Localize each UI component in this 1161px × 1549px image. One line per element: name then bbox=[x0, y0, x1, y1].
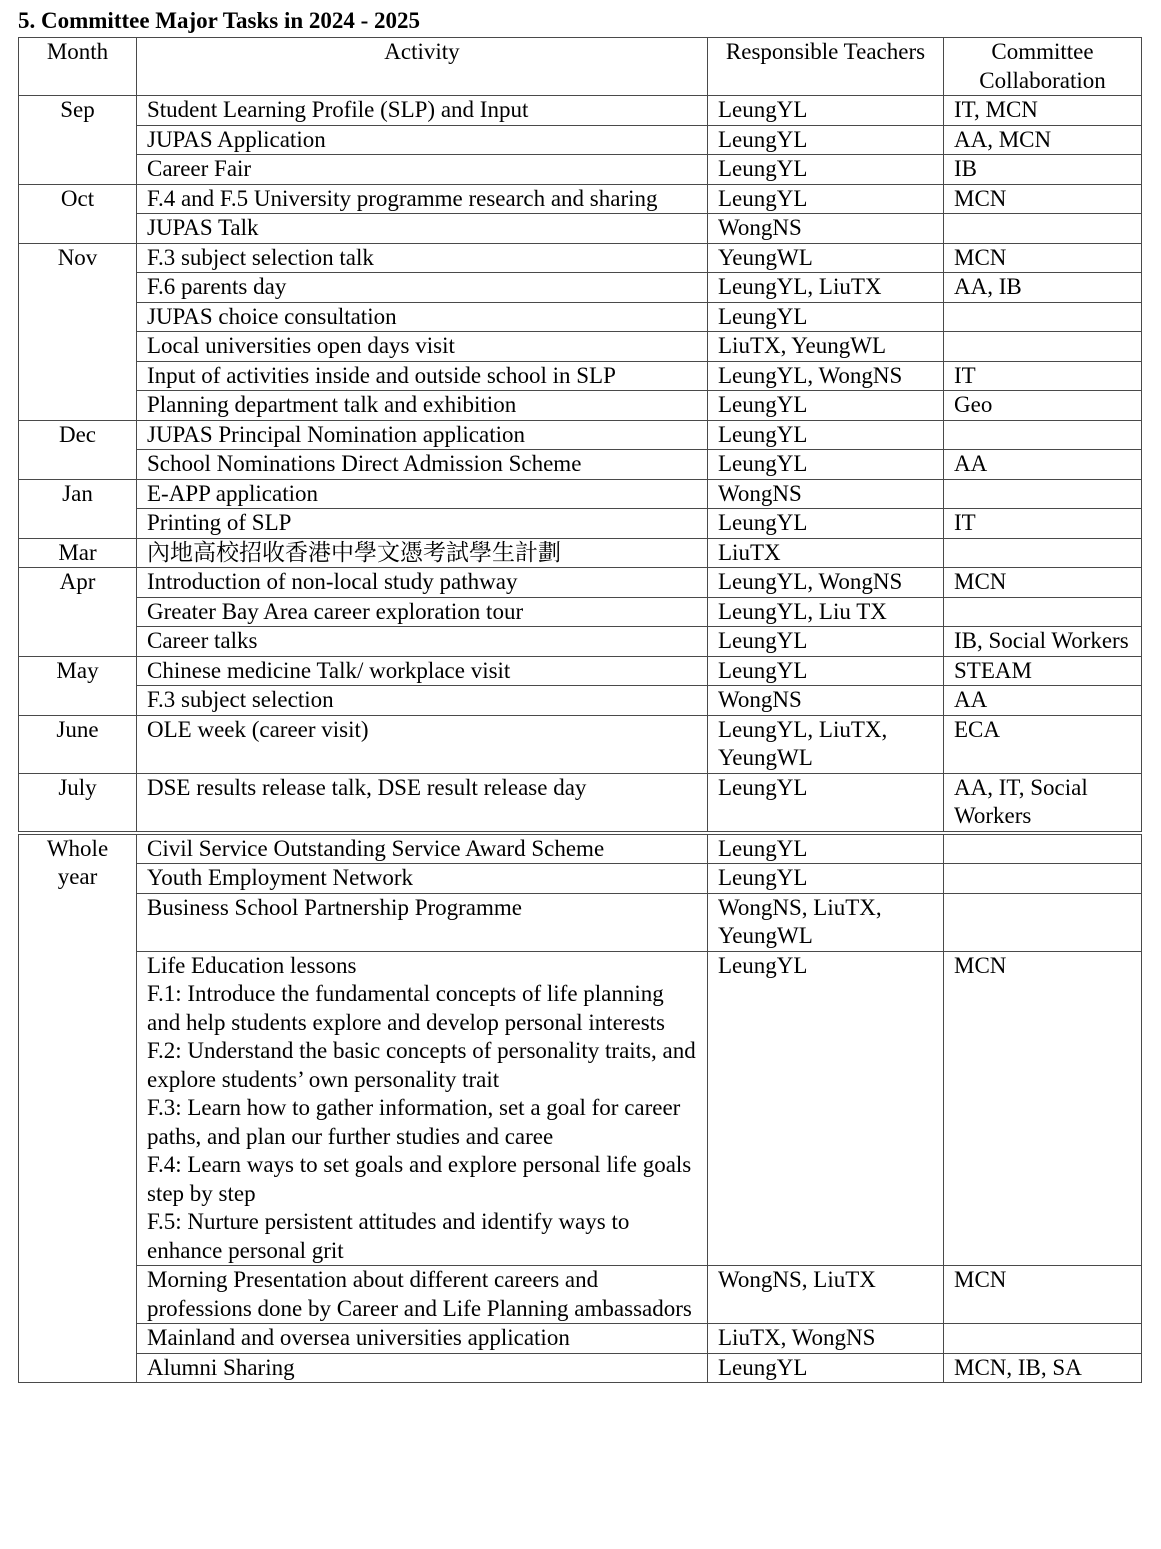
table-row bbox=[19, 243, 1142, 273]
collaboration-cell bbox=[944, 538, 1142, 568]
activity-text: Morning Presentation about different careers and professions done by Career and Life Planning ambassadors bbox=[147, 1267, 692, 1321]
collaboration-cell bbox=[944, 833, 1142, 864]
activity-text: JUPAS choice consultation bbox=[147, 303, 397, 329]
table-row bbox=[19, 1353, 1142, 1383]
activity-text: Mainland and oversea universities application bbox=[147, 1325, 570, 1350]
teachers-cell: LeungYL bbox=[708, 1353, 944, 1383]
activity-text: F.6 parents day bbox=[147, 274, 287, 299]
teachers-cell: WongNS bbox=[708, 479, 944, 509]
activity-cell bbox=[137, 568, 708, 598]
collaboration-cell bbox=[944, 864, 1142, 894]
activity-text: F.3 subject selection talk bbox=[147, 244, 374, 270]
collaboration-cell: ECA bbox=[944, 715, 1142, 773]
activity-text: Printing of SLP bbox=[147, 510, 292, 535]
activity-cell bbox=[137, 893, 708, 951]
activity-cell bbox=[137, 479, 708, 509]
collaboration-cell: MCN bbox=[944, 184, 1142, 214]
teachers-cell: LeungYL bbox=[708, 302, 944, 332]
table-row bbox=[19, 302, 1142, 332]
collaboration-cell: AA, MCN bbox=[944, 125, 1142, 155]
activity-text: Business School Partnership Programme bbox=[147, 894, 522, 920]
teachers-cell: LeungYL bbox=[708, 125, 944, 155]
activity-cell bbox=[137, 420, 708, 450]
activity-cell bbox=[137, 1353, 708, 1383]
teachers-cell: LeungYL, WongNS bbox=[708, 568, 944, 598]
teachers-cell: LiuTX bbox=[708, 538, 944, 568]
table-row bbox=[19, 96, 1142, 126]
activity-text: JUPAS Talk bbox=[147, 215, 259, 240]
activity-text: Career Fair bbox=[147, 156, 252, 181]
teachers-cell: WongNS, LiuTX bbox=[708, 1266, 944, 1324]
activity-cell bbox=[137, 450, 708, 480]
header-month: Month bbox=[19, 38, 137, 96]
activity-cell bbox=[137, 214, 708, 244]
month-cell: Nov bbox=[19, 243, 137, 420]
activity-text: F.4 and F.5 University programme research and sharing bbox=[147, 185, 658, 211]
tasks-table bbox=[18, 37, 1142, 1383]
activity-cell bbox=[137, 243, 708, 273]
collaboration-cell: MCN bbox=[944, 951, 1142, 1266]
table-row bbox=[19, 479, 1142, 509]
table-row bbox=[19, 332, 1142, 362]
teachers-cell: LeungYL bbox=[708, 509, 944, 539]
activity-text: Student Learning Profile (SLP) and Input bbox=[147, 97, 529, 122]
teachers-cell: LeungYL bbox=[708, 773, 944, 833]
month-cell: May bbox=[19, 656, 137, 715]
collaboration-cell: MCN bbox=[944, 568, 1142, 598]
teachers-cell: LiuTX, YeungWL bbox=[708, 332, 944, 362]
table-body bbox=[19, 96, 1142, 1383]
collaboration-cell bbox=[944, 302, 1142, 332]
month-cell: July bbox=[19, 773, 137, 833]
activity-text: JUPAS Principal Nomination application bbox=[147, 421, 525, 447]
collaboration-cell: IT bbox=[944, 509, 1142, 539]
activity-cell bbox=[137, 864, 708, 894]
table-row bbox=[19, 951, 1142, 1266]
activity-cell bbox=[137, 1324, 708, 1354]
activity-cell bbox=[137, 184, 708, 214]
table-row bbox=[19, 627, 1142, 657]
collaboration-cell: MCN bbox=[944, 1266, 1142, 1324]
activity-cell bbox=[137, 509, 708, 539]
activity-cell bbox=[137, 391, 708, 421]
activity-text: 內地高校招收香港中學文憑考試學生計劃 bbox=[147, 539, 561, 565]
teachers-cell: LeungYL, LiuTX bbox=[708, 273, 944, 303]
activity-text: Career talks bbox=[147, 628, 258, 653]
month-cell: Mar bbox=[19, 538, 137, 568]
table-row bbox=[19, 715, 1142, 773]
month-cell: Apr bbox=[19, 568, 137, 657]
month-cell: Whole year bbox=[19, 833, 137, 1383]
month-cell: June bbox=[19, 715, 137, 773]
teachers-cell: LeungYL, WongNS bbox=[708, 361, 944, 391]
collaboration-cell: MCN, IB, SA bbox=[944, 1353, 1142, 1383]
table-row bbox=[19, 184, 1142, 214]
collaboration-cell: AA bbox=[944, 450, 1142, 480]
activity-text: F.1: Introduce the fundamental concepts of life planning and help students explore and develop personal interests bbox=[147, 981, 665, 1035]
activity-cell bbox=[137, 656, 708, 686]
collaboration-cell bbox=[944, 597, 1142, 627]
collaboration-cell: AA, IB bbox=[944, 273, 1142, 303]
activity-text: Youth Employment Network bbox=[147, 865, 413, 890]
activity-cell bbox=[137, 1266, 708, 1324]
table-row bbox=[19, 686, 1142, 716]
collaboration-cell: MCN bbox=[944, 243, 1142, 273]
table-row bbox=[19, 773, 1142, 833]
teachers-cell: LiuTX, WongNS bbox=[708, 1324, 944, 1354]
table-row bbox=[19, 273, 1142, 303]
table-row bbox=[19, 597, 1142, 627]
table-row bbox=[19, 450, 1142, 480]
teachers-cell: LeungYL bbox=[708, 450, 944, 480]
activity-text: Introduction of non-local study pathway bbox=[147, 569, 518, 594]
month-cell: Sep bbox=[19, 96, 137, 185]
table-row bbox=[19, 420, 1142, 450]
activity-text: Local universities open days visit bbox=[147, 333, 455, 358]
collaboration-cell: STEAM bbox=[944, 656, 1142, 686]
activity-text: OLE week (career visit) bbox=[147, 716, 369, 742]
activity-text: F.2: Understand the basic concepts of personality traits, and explore students’ own personality trait bbox=[147, 1038, 696, 1092]
header-row bbox=[19, 38, 1142, 96]
activity-text: F.5: Nurture persistent attitudes and identify ways to enhance personal grit bbox=[147, 1209, 630, 1263]
activity-text: F.3 subject selection bbox=[147, 687, 334, 712]
table-row bbox=[19, 509, 1142, 539]
table-row bbox=[19, 833, 1142, 864]
header-teachers: Responsible Teachers bbox=[708, 38, 944, 96]
table-row bbox=[19, 538, 1142, 568]
teachers-cell: WongNS bbox=[708, 214, 944, 244]
activity-text: Input of activities inside and outside school in SLP bbox=[147, 362, 616, 388]
activity-text: Alumni Sharing bbox=[147, 1354, 295, 1380]
activity-text: Life Education lessons bbox=[147, 952, 357, 978]
activity-text: Chinese medicine Talk/ workplace visit bbox=[147, 657, 511, 683]
collaboration-cell: IB bbox=[944, 155, 1142, 185]
teachers-cell: LeungYL bbox=[708, 391, 944, 421]
activity-cell bbox=[137, 125, 708, 155]
teachers-cell: LeungYL bbox=[708, 184, 944, 214]
collaboration-cell bbox=[944, 1324, 1142, 1354]
activity-text: Greater Bay Area career exploration tour bbox=[147, 598, 524, 624]
collaboration-cell: IT, MCN bbox=[944, 96, 1142, 126]
table-row bbox=[19, 656, 1142, 686]
activity-text: Planning department talk and exhibition bbox=[147, 392, 517, 417]
teachers-cell: WongNS bbox=[708, 686, 944, 716]
collaboration-cell: IB, Social Workers bbox=[944, 627, 1142, 657]
activity-cell bbox=[137, 538, 708, 568]
section-heading: 5. Committee Major Tasks in 2024 - 2025 bbox=[18, 8, 421, 33]
activity-cell bbox=[137, 361, 708, 391]
collaboration-cell: IT bbox=[944, 361, 1142, 391]
month-cell: Jan bbox=[19, 479, 137, 538]
activity-text: DSE results release talk, DSE result release day bbox=[147, 774, 587, 800]
activity-cell bbox=[137, 96, 708, 126]
teachers-cell: LeungYL bbox=[708, 656, 944, 686]
table-row bbox=[19, 568, 1142, 598]
activity-cell bbox=[137, 302, 708, 332]
activity-text: Civil Service Outstanding Service Award Scheme bbox=[147, 835, 605, 861]
teachers-cell: LeungYL bbox=[708, 951, 944, 1266]
activity-cell bbox=[137, 686, 708, 716]
collaboration-cell: AA, IT, Social Workers bbox=[944, 773, 1142, 833]
table-row bbox=[19, 1266, 1142, 1324]
header-collaboration: Committee Collaboration bbox=[944, 38, 1142, 96]
collaboration-cell bbox=[944, 479, 1142, 509]
activity-cell bbox=[137, 332, 708, 362]
collaboration-cell: Geo bbox=[944, 391, 1142, 421]
teachers-cell: LeungYL bbox=[708, 420, 944, 450]
activity-cell bbox=[137, 833, 708, 864]
collaboration-cell: AA bbox=[944, 686, 1142, 716]
activity-cell bbox=[137, 273, 708, 303]
teachers-cell: LeungYL bbox=[708, 627, 944, 657]
teachers-cell: LeungYL, Liu TX bbox=[708, 597, 944, 627]
teachers-cell: WongNS, LiuTX, YeungWL bbox=[708, 893, 944, 951]
table-row bbox=[19, 1324, 1142, 1354]
teachers-cell: LeungYL bbox=[708, 864, 944, 894]
teachers-cell: LeungYL bbox=[708, 155, 944, 185]
collaboration-cell bbox=[944, 420, 1142, 450]
collaboration-cell bbox=[944, 332, 1142, 362]
teachers-cell: YeungWL bbox=[708, 243, 944, 273]
teachers-cell: LeungYL, LiuTX, YeungWL bbox=[708, 715, 944, 773]
month-cell: Oct bbox=[19, 184, 137, 243]
collaboration-cell bbox=[944, 893, 1142, 951]
activity-text: F.4: Learn ways to set goals and explore personal life goals step by step bbox=[147, 1152, 692, 1206]
table-row bbox=[19, 155, 1142, 185]
activity-cell bbox=[137, 627, 708, 657]
table-row bbox=[19, 864, 1142, 894]
teachers-cell: LeungYL bbox=[708, 833, 944, 864]
activity-cell bbox=[137, 155, 708, 185]
activity-text: F.3: Learn how to gather information, set a goal for career paths, and plan our further studies and caree bbox=[147, 1095, 681, 1149]
table-row bbox=[19, 893, 1142, 951]
month-cell: Dec bbox=[19, 420, 137, 479]
activity-cell bbox=[137, 597, 708, 627]
activity-cell bbox=[137, 951, 708, 1266]
collaboration-cell bbox=[944, 214, 1142, 244]
activity-cell bbox=[137, 773, 708, 833]
activity-text: E-APP application bbox=[147, 480, 318, 506]
activity-text: School Nominations Direct Admission Scheme bbox=[147, 451, 582, 476]
table-row bbox=[19, 214, 1142, 244]
table-row bbox=[19, 391, 1142, 421]
header-activity: Activity bbox=[137, 38, 708, 96]
activity-text: JUPAS Application bbox=[147, 126, 326, 152]
table-row bbox=[19, 125, 1142, 155]
activity-cell bbox=[137, 715, 708, 773]
teachers-cell: LeungYL bbox=[708, 96, 944, 126]
table-row bbox=[19, 361, 1142, 391]
